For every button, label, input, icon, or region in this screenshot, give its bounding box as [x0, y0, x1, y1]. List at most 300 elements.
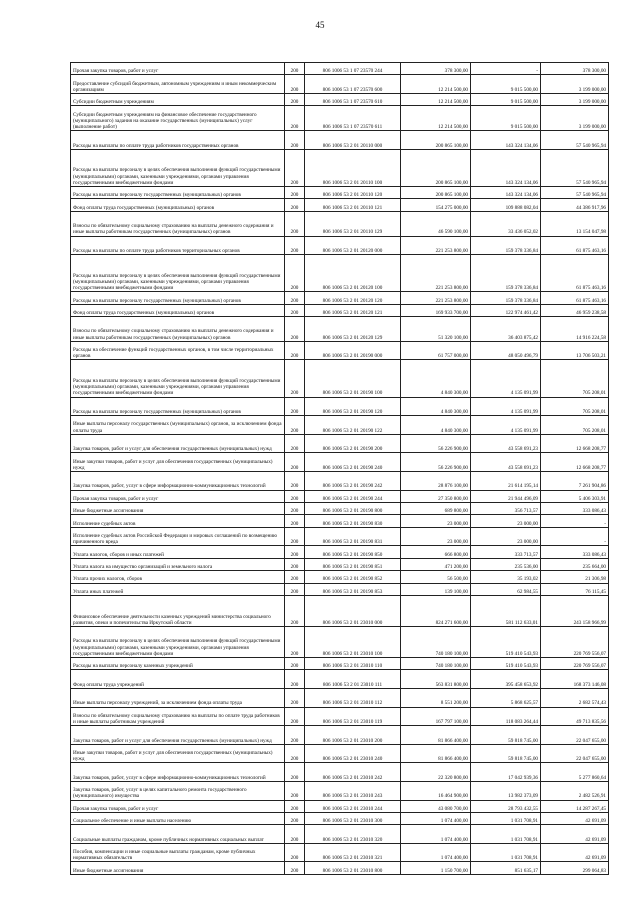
row-code-cell: 200	[285, 255, 305, 292]
row-code-cell: 200	[285, 236, 305, 255]
table-row	[71, 186, 609, 198]
row-code-cell: 200	[285, 862, 305, 874]
row-code-cell: 200	[285, 149, 305, 186]
row-unexecuted-cell: 61 875 463,16	[541, 236, 609, 255]
row-code-cell: 200	[285, 626, 305, 657]
row-name-cell: Закупка товаров, работ, услуг в сфере информационно-коммуникационных технологий	[71, 472, 285, 491]
row-kbk-cell: 806 1006 53 2 01 20110 120	[305, 186, 401, 198]
row-executed-cell: 519 410 543,93	[471, 657, 541, 669]
table-row	[71, 397, 609, 416]
row-code-cell: 200	[285, 527, 305, 546]
row-approved-cell: 200 865 100,00	[401, 186, 471, 198]
row-kbk-cell: 806 1006 53 2 01 23010 244	[305, 800, 401, 812]
table-row	[71, 341, 609, 360]
row-kbk-cell: 806 1006 53 2 01 23010 200	[305, 726, 401, 745]
row-executed-cell: 17 042 939,36	[471, 763, 541, 782]
row-code-cell: 200	[285, 670, 305, 689]
row-name-cell: Иные выплаты персоналу учреждений, за исключением фонда оплаты труда	[71, 688, 285, 707]
row-approved-cell: 4 840 300,00	[401, 360, 471, 397]
row-kbk-cell: 806 1006 53 2 01 23010 321	[305, 843, 401, 862]
row-unexecuted-cell: 299 064,83	[541, 862, 609, 874]
row-approved-cell: 169 933 700,00	[401, 304, 471, 316]
row-executed-cell: 62 984,55	[471, 583, 541, 595]
table-row	[71, 571, 609, 583]
table-row	[71, 626, 609, 657]
row-approved-cell: 56 226 900,00	[401, 453, 471, 472]
row-code-cell: 200	[285, 453, 305, 472]
row-name-cell: Уплата прочих налогов, сборов	[71, 571, 285, 583]
row-approved-cell: 1 074 400,00	[401, 825, 471, 844]
row-kbk-cell: 806 1006 53 2 01 23010 000	[305, 595, 401, 626]
table-row	[71, 515, 609, 527]
row-kbk-cell: 806 1006 53 2 01 20190 100	[305, 360, 401, 397]
row-kbk-cell: 806 1006 53 2 01 23010 112	[305, 688, 401, 707]
row-name-cell: Закупка товаров, работ, услуг в сфере информационно-коммуникационных технологий	[71, 763, 285, 782]
row-name-cell: Закупка товаров, работ, услуг в целях капитального ремонта государственного (муниципального) имущества	[71, 781, 285, 800]
row-unexecuted-cell: 705 208,01	[541, 416, 609, 435]
row-unexecuted-cell: 220 769 556,07	[541, 657, 609, 669]
row-name-cell: Расходы на выплаты персоналу государственных (муниципальных) органов	[71, 397, 285, 416]
row-code-cell: 200	[285, 292, 305, 304]
row-unexecuted-cell: 21 306,98	[541, 571, 609, 583]
row-unexecuted-cell: 61 875 463,16	[541, 255, 609, 292]
table-row	[71, 503, 609, 515]
row-name-cell: Взносы по обязательному социальному страхованию на выплаты денежного содержания и иные выплаты работникам государственных (муниципальных) органов	[71, 317, 285, 342]
row-approved-cell: 56 226 900,00	[401, 434, 471, 453]
row-name-cell: Закупка товаров, работ и услуг для обеспечения государственных (муниципальных) нужд	[71, 434, 285, 453]
table-row	[71, 595, 609, 626]
row-approved-cell: 824 271 600,00	[401, 595, 471, 626]
row-unexecuted-cell: 5 406 303,91	[541, 490, 609, 502]
row-unexecuted-cell: 57 540 965,94	[541, 186, 609, 198]
table-row	[71, 800, 609, 812]
row-executed-cell: 9 015 500,00	[471, 106, 541, 131]
row-code-cell: 200	[285, 186, 305, 198]
row-name-cell: Уплата иных платежей	[71, 583, 285, 595]
row-executed-cell: 1 031 708,91	[471, 812, 541, 824]
row-code-cell: 200	[285, 583, 305, 595]
row-unexecuted-cell: -	[541, 515, 609, 527]
row-code-cell: 200	[285, 707, 305, 726]
row-unexecuted-cell: 14 287 267,45	[541, 800, 609, 812]
row-code-cell: 200	[285, 416, 305, 435]
row-code-cell: 200	[285, 434, 305, 453]
row-approved-cell: 43 080 700,00	[401, 800, 471, 812]
row-code-cell: 200	[285, 93, 305, 105]
row-executed-cell: 9 015 500,00	[471, 75, 541, 94]
row-kbk-cell: 806 1006 53 2 01 23010 243	[305, 781, 401, 800]
row-kbk-cell: 806 1006 53 2 01 23010 100	[305, 626, 401, 657]
row-code-cell: 200	[285, 317, 305, 342]
row-name-cell: Расходы на выплаты персоналу государственных (муниципальных) органов	[71, 292, 285, 304]
table-row	[71, 236, 609, 255]
row-executed-cell: 59 818 745,00	[471, 726, 541, 745]
row-executed-cell: 33 436 052,02	[471, 211, 541, 236]
row-name-cell: Расходы на выплаты по оплате труда работников государственных органов	[71, 131, 285, 150]
row-unexecuted-cell: 46 959 238,58	[541, 304, 609, 316]
row-name-cell: Иные закупки товаров, работ и услуг для обеспечения государственных (муниципальных) нужд	[71, 453, 285, 472]
row-kbk-cell: 806 1006 53 2 01 23010 240	[305, 744, 401, 763]
row-kbk-cell: 806 1006 53 2 01 20120 100	[305, 255, 401, 292]
row-code-cell: 200	[285, 688, 305, 707]
table-row	[71, 93, 609, 105]
row-name-cell: Исполнение судебных актов	[71, 515, 285, 527]
row-executed-cell: 159 378 336,84	[471, 292, 541, 304]
row-code-cell: 200	[285, 546, 305, 558]
row-code-cell: 200	[285, 211, 305, 236]
row-approved-cell: 12 214 500,00	[401, 75, 471, 94]
row-executed-cell: 23 000,00	[471, 515, 541, 527]
row-executed-cell: 9 015 500,00	[471, 93, 541, 105]
row-approved-cell: 200 865 100,00	[401, 131, 471, 150]
row-code-cell: 200	[285, 503, 305, 515]
row-executed-cell: 356 713,57	[471, 503, 541, 515]
row-kbk-cell: 806 1006 53 2 01 23010 110	[305, 657, 401, 669]
row-unexecuted-cell: 13 154 047,98	[541, 211, 609, 236]
row-code-cell: 200	[285, 595, 305, 626]
table-row	[71, 304, 609, 316]
row-unexecuted-cell: 12 668 208,77	[541, 453, 609, 472]
row-executed-cell: 4 135 091,99	[471, 416, 541, 435]
row-executed-cell: 159 378 336,84	[471, 255, 541, 292]
row-approved-cell: 139 100,00	[401, 583, 471, 595]
row-name-cell: Уплата налогов, сборов и иных платежей	[71, 546, 285, 558]
row-code-cell: 200	[285, 843, 305, 862]
row-name-cell: Фонд оплаты труда государственных (муниципальных) органов	[71, 304, 285, 316]
row-unexecuted-cell: 42 691,09	[541, 843, 609, 862]
row-code-cell: 200	[285, 75, 305, 94]
row-kbk-cell: 806 1006 53 2 01 20190 120	[305, 397, 401, 416]
row-approved-cell: 8 551 200,00	[401, 688, 471, 707]
row-unexecuted-cell: 22 047 655,00	[541, 726, 609, 745]
table-row	[71, 862, 609, 874]
row-unexecuted-cell: 235 664,00	[541, 558, 609, 570]
row-code-cell: 200	[285, 558, 305, 570]
table-row	[71, 812, 609, 824]
row-approved-cell: 1 074 400,00	[401, 843, 471, 862]
row-approved-cell: 27 350 800,00	[401, 490, 471, 502]
row-executed-cell: 5 868 625,57	[471, 688, 541, 707]
row-approved-cell: 28 876 100,00	[401, 472, 471, 491]
row-name-cell: Субсидии бюджетным учреждениям	[71, 93, 285, 105]
row-code-cell: 200	[285, 472, 305, 491]
row-executed-cell: 36 403 875,42	[471, 317, 541, 342]
table-row	[71, 546, 609, 558]
row-approved-cell: 56 500,00	[401, 571, 471, 583]
row-unexecuted-cell: 57 540 965,94	[541, 131, 609, 150]
table-row	[71, 149, 609, 186]
row-executed-cell: 21 614 195,14	[471, 472, 541, 491]
row-executed-cell: 4 135 091,99	[471, 397, 541, 416]
row-name-cell: Уплата налога на имущество организаций и земельного налога	[71, 558, 285, 570]
row-approved-cell: 221 253 800,00	[401, 236, 471, 255]
row-executed-cell: 395 458 653,92	[471, 670, 541, 689]
row-executed-cell: 143 324 134,06	[471, 186, 541, 198]
row-unexecuted-cell: 2 682 574,43	[541, 688, 609, 707]
row-kbk-cell: 806 1006 53 2 01 20190 240	[305, 453, 401, 472]
table-row	[71, 360, 609, 397]
row-kbk-cell: 806 1006 53 2 01 20190 851	[305, 558, 401, 570]
row-kbk-cell: 806 1006 53 2 01 20190 122	[305, 416, 401, 435]
row-approved-cell: 689 800,00	[401, 503, 471, 515]
row-kbk-cell: 806 1006 53 2 01 20120 000	[305, 236, 401, 255]
row-approved-cell: 221 253 800,00	[401, 292, 471, 304]
row-name-cell: Расходы на выплаты персоналу в целях обеспечения выполнения функций государственными (муниципальными) органами, казенными учреждениями, органами управления государственными внебюджетными фондами	[71, 149, 285, 186]
row-executed-cell: 4 135 091,99	[471, 360, 541, 397]
row-kbk-cell: 806 1006 53 2 01 20190 850	[305, 546, 401, 558]
table-row	[71, 211, 609, 236]
table-row	[71, 434, 609, 453]
row-name-cell: Пособия, компенсации и иные социальные выплаты гражданам, кроме публичных нормативных обязательств	[71, 843, 285, 862]
row-approved-cell: 740 180 100,00	[401, 626, 471, 657]
row-approved-cell: 23 000,00	[401, 515, 471, 527]
row-name-cell: Расходы на выплаты персоналу в целях обеспечения выполнения функций государственными (муниципальными) органами, казенными учреждениями, органами управления государственными внебюджетными фондами	[71, 255, 285, 292]
row-approved-cell: 81 866 400,00	[401, 726, 471, 745]
row-approved-cell: 12 214 500,00	[401, 106, 471, 131]
row-unexecuted-cell: 42 691,09	[541, 825, 609, 844]
table-row	[71, 657, 609, 669]
row-code-cell: 200	[285, 800, 305, 812]
row-unexecuted-cell: 3 199 000,00	[541, 75, 609, 94]
row-unexecuted-cell: 12 668 208,77	[541, 434, 609, 453]
row-name-cell: Расходы на выплаты персоналу казенных учреждений	[71, 657, 285, 669]
row-approved-cell: 61 757 000,00	[401, 341, 471, 360]
row-kbk-cell: 806 1006 53 1 07 23570 610	[305, 93, 401, 105]
row-code-cell: 200	[285, 744, 305, 763]
row-executed-cell: 13 982 373,09	[471, 781, 541, 800]
row-unexecuted-cell: 705 208,01	[541, 397, 609, 416]
table-row	[71, 843, 609, 862]
row-name-cell: Расходы на выплаты персоналу в целях обеспечения выполнения функций государственными (муниципальными) органами, казенными учреждениями, органами управления государственными внебюджетными фондами	[71, 626, 285, 657]
row-code-cell: 200	[285, 763, 305, 782]
row-unexecuted-cell: -	[541, 527, 609, 546]
row-unexecuted-cell: 3 199 000,00	[541, 93, 609, 105]
row-approved-cell: 1 150 700,00	[401, 862, 471, 874]
row-kbk-cell: 806 1006 53 1 07 23570 600	[305, 75, 401, 94]
row-code-cell: 200	[285, 490, 305, 502]
row-kbk-cell: 806 1006 53 2 01 20120 129	[305, 317, 401, 342]
row-unexecuted-cell: 168 373 146,08	[541, 670, 609, 689]
row-executed-cell: 43 558 691,23	[471, 434, 541, 453]
row-name-cell: Расходы на выплаты по оплате труда работников территориальных органов	[71, 236, 285, 255]
row-kbk-cell: 806 1006 53 2 01 23010 320	[305, 825, 401, 844]
row-unexecuted-cell: 49 713 835,56	[541, 707, 609, 726]
row-executed-cell: 48 050 496,79	[471, 341, 541, 360]
row-kbk-cell: 806 1006 53 2 01 20190 800	[305, 503, 401, 515]
row-code-cell: 200	[285, 726, 305, 745]
row-approved-cell: 23 000,00	[401, 527, 471, 546]
row-unexecuted-cell: 3 199 000,00	[541, 106, 609, 131]
row-kbk-cell: 806 1006 53 2 01 23010 300	[305, 812, 401, 824]
row-name-cell: Фонд оплаты труда учреждений	[71, 670, 285, 689]
row-approved-cell: 666 800,00	[401, 546, 471, 558]
table-row	[71, 688, 609, 707]
row-unexecuted-cell: 2 482 526,91	[541, 781, 609, 800]
row-name-cell: Иные бюджетные ассигнования	[71, 503, 285, 515]
row-name-cell: Прочая закупка товаров, работ и услуг	[71, 490, 285, 502]
row-kbk-cell: 806 1006 53 2 01 20120 121	[305, 304, 401, 316]
table-row	[71, 75, 609, 94]
page-number: 45	[315, 20, 325, 30]
row-unexecuted-cell: 13 706 503,21	[541, 341, 609, 360]
row-approved-cell: 154 275 000,00	[401, 199, 471, 211]
row-name-cell: Расходы на обеспечение функций государственных органов, в том числе территориальных органов	[71, 341, 285, 360]
row-name-cell: Иные закупки товаров, работ и услуг для обеспечения государственных (муниципальных) нужд	[71, 744, 285, 763]
row-unexecuted-cell: 220 769 556,07	[541, 626, 609, 657]
table-row	[71, 317, 609, 342]
row-kbk-cell: 806 1006 53 2 01 20190 831	[305, 527, 401, 546]
row-kbk-cell: 806 1006 53 2 01 23010 242	[305, 763, 401, 782]
table-row	[71, 63, 609, 75]
row-approved-cell: 200 865 100,00	[401, 149, 471, 186]
table-row	[71, 781, 609, 800]
row-approved-cell: 221 253 800,00	[401, 255, 471, 292]
row-unexecuted-cell: 22 047 655,00	[541, 744, 609, 763]
row-kbk-cell: 806 1006 53 2 01 20190 852	[305, 571, 401, 583]
row-executed-cell: 519 410 543,93	[471, 626, 541, 657]
row-unexecuted-cell: 705 208,01	[541, 360, 609, 397]
row-unexecuted-cell: 333 086,43	[541, 503, 609, 515]
row-executed-cell: 1 031 708,91	[471, 825, 541, 844]
row-code-cell: 200	[285, 397, 305, 416]
row-kbk-cell: 806 1006 53 2 01 20110 129	[305, 211, 401, 236]
table-row	[71, 292, 609, 304]
row-executed-cell: 35 193,02	[471, 571, 541, 583]
row-code-cell: 200	[285, 812, 305, 824]
row-approved-cell: 16 464 900,00	[401, 781, 471, 800]
row-code-cell: 200	[285, 515, 305, 527]
row-code-cell: 200	[285, 199, 305, 211]
row-name-cell: Взносы по обязательному социальному страхованию на выплаты денежного содержания и иные выплаты работникам государственных (муниципальных) органов	[71, 211, 285, 236]
row-executed-cell: 122 974 461,42	[471, 304, 541, 316]
row-executed-cell: 851 635,17	[471, 862, 541, 874]
row-code-cell: 200	[285, 304, 305, 316]
row-unexecuted-cell: 7 261 904,86	[541, 472, 609, 491]
row-executed-cell: 159 378 336,84	[471, 236, 541, 255]
table-row	[71, 255, 609, 292]
budget-execution-table	[70, 62, 609, 875]
row-name-cell: Финансовое обеспечение деятельности казенных учреждений министерства социального развития, опеки и попечительства Иркутской области	[71, 595, 285, 626]
table-row	[71, 453, 609, 472]
row-code-cell: 200	[285, 341, 305, 360]
row-kbk-cell: 806 1006 53 2 01 20190 000	[305, 341, 401, 360]
table-row	[71, 199, 609, 211]
row-approved-cell: 167 797 100,00	[401, 707, 471, 726]
row-code-cell: 200	[285, 131, 305, 150]
row-executed-cell: 235 536,00	[471, 558, 541, 570]
row-approved-cell: 22 320 800,00	[401, 763, 471, 782]
row-executed-cell: 143 324 134,06	[471, 131, 541, 150]
row-name-cell: Фонд оплаты труда государственных (муниципальных) органов	[71, 199, 285, 211]
row-unexecuted-cell: 333 086,43	[541, 546, 609, 558]
row-executed-cell: 581 112 633,01	[471, 595, 541, 626]
row-code-cell: 200	[285, 781, 305, 800]
row-approved-cell: 4 840 300,00	[401, 416, 471, 435]
row-kbk-cell: 806 1006 53 1 07 23570 611	[305, 106, 401, 131]
row-code-cell: 200	[285, 825, 305, 844]
row-unexecuted-cell: 14 916 224,58	[541, 317, 609, 342]
row-approved-cell: 81 866 400,00	[401, 744, 471, 763]
row-kbk-cell: 806 1006 53 2 01 20120 120	[305, 292, 401, 304]
row-approved-cell: 378 300,00	[401, 63, 471, 75]
row-name-cell: Взносы по обязательному социальному страхованию на выплаты по оплате труда работников и иные выплаты работникам учреждений	[71, 707, 285, 726]
row-executed-cell: 21 944 496,09	[471, 490, 541, 502]
row-approved-cell: 471 200,00	[401, 558, 471, 570]
row-executed-cell: 28 793 432,55	[471, 800, 541, 812]
row-approved-cell: 563 831 800,00	[401, 670, 471, 689]
row-code-cell: 200	[285, 360, 305, 397]
table-row	[71, 558, 609, 570]
table-row	[71, 106, 609, 131]
table-row	[71, 131, 609, 150]
row-kbk-cell: 806 1006 53 2 01 23010 119	[305, 707, 401, 726]
row-kbk-cell: 806 1006 53 2 01 20190 830	[305, 515, 401, 527]
row-name-cell: Социальные выплаты гражданам, кроме публичных нормативных социальных выплат	[71, 825, 285, 844]
row-kbk-cell: 806 1006 53 2 01 20110 100	[305, 149, 401, 186]
row-executed-cell: 333 713,57	[471, 546, 541, 558]
row-executed-cell: -	[471, 63, 541, 75]
row-unexecuted-cell: 44 386 917,96	[541, 199, 609, 211]
row-kbk-cell: 806 1006 53 2 01 20110 121	[305, 199, 401, 211]
row-kbk-cell: 806 1006 53 2 01 23010 800	[305, 862, 401, 874]
row-approved-cell: 740 180 100,00	[401, 657, 471, 669]
row-approved-cell: 12 214 500,00	[401, 93, 471, 105]
table-row	[71, 416, 609, 435]
row-kbk-cell: 806 1006 53 2 01 20190 244	[305, 490, 401, 502]
row-kbk-cell: 806 1006 53 2 01 20190 853	[305, 583, 401, 595]
row-name-cell: Исполнение судебных актов Российской Федерации и мировых соглашений по возмещению причиненного вреда	[71, 527, 285, 546]
row-executed-cell: 143 324 134,06	[471, 149, 541, 186]
table-row	[71, 726, 609, 745]
row-unexecuted-cell: 42 691,09	[541, 812, 609, 824]
row-name-cell: Прочая закупка товаров, работ и услуг	[71, 63, 285, 75]
row-executed-cell: 1 031 708,91	[471, 843, 541, 862]
row-unexecuted-cell: 76 115,45	[541, 583, 609, 595]
row-executed-cell: 118 083 264,44	[471, 707, 541, 726]
row-approved-cell: 4 840 300,00	[401, 397, 471, 416]
row-code-cell: 200	[285, 63, 305, 75]
row-name-cell: Иные бюджетные ассигнования	[71, 862, 285, 874]
row-code-cell: 200	[285, 657, 305, 669]
row-name-cell: Расходы на выплаты персоналу государственных (муниципальных) органов	[71, 186, 285, 198]
table-row	[71, 825, 609, 844]
table-body	[71, 63, 609, 875]
row-approved-cell: 46 590 100,00	[401, 211, 471, 236]
table-row	[71, 670, 609, 689]
row-name-cell: Расходы на выплаты персоналу в целях обеспечения выполнения функций государственными (муниципальными) органами, казенными учреждениями, органами управления государственными внебюджетными фондами	[71, 360, 285, 397]
row-executed-cell: 109 888 082,04	[471, 199, 541, 211]
row-kbk-cell: 806 1006 53 2 01 20190 200	[305, 434, 401, 453]
table-row	[71, 744, 609, 763]
row-unexecuted-cell: 57 540 965,94	[541, 149, 609, 186]
table-row	[71, 707, 609, 726]
row-approved-cell: 51 320 100,00	[401, 317, 471, 342]
row-unexecuted-cell: 378 300,00	[541, 63, 609, 75]
row-executed-cell: 43 558 691,23	[471, 453, 541, 472]
row-unexecuted-cell: 61 875 463,16	[541, 292, 609, 304]
row-executed-cell: 59 818 745,00	[471, 744, 541, 763]
row-executed-cell: 23 000,00	[471, 527, 541, 546]
table-row	[71, 472, 609, 491]
row-name-cell: Иные выплаты персоналу государственных (муниципальных) органов, за исключением фонда оплаты труда	[71, 416, 285, 435]
table-row	[71, 527, 609, 546]
row-kbk-cell: 806 1006 53 2 01 20110 000	[305, 131, 401, 150]
row-code-cell: 200	[285, 571, 305, 583]
row-name-cell: Предоставление субсидий бюджетным, автономным учреждениям и иным некоммерческим организациям	[71, 75, 285, 94]
table-row	[71, 583, 609, 595]
row-kbk-cell: 806 1006 53 2 01 23010 111	[305, 670, 401, 689]
row-unexecuted-cell: 5 277 860,64	[541, 763, 609, 782]
